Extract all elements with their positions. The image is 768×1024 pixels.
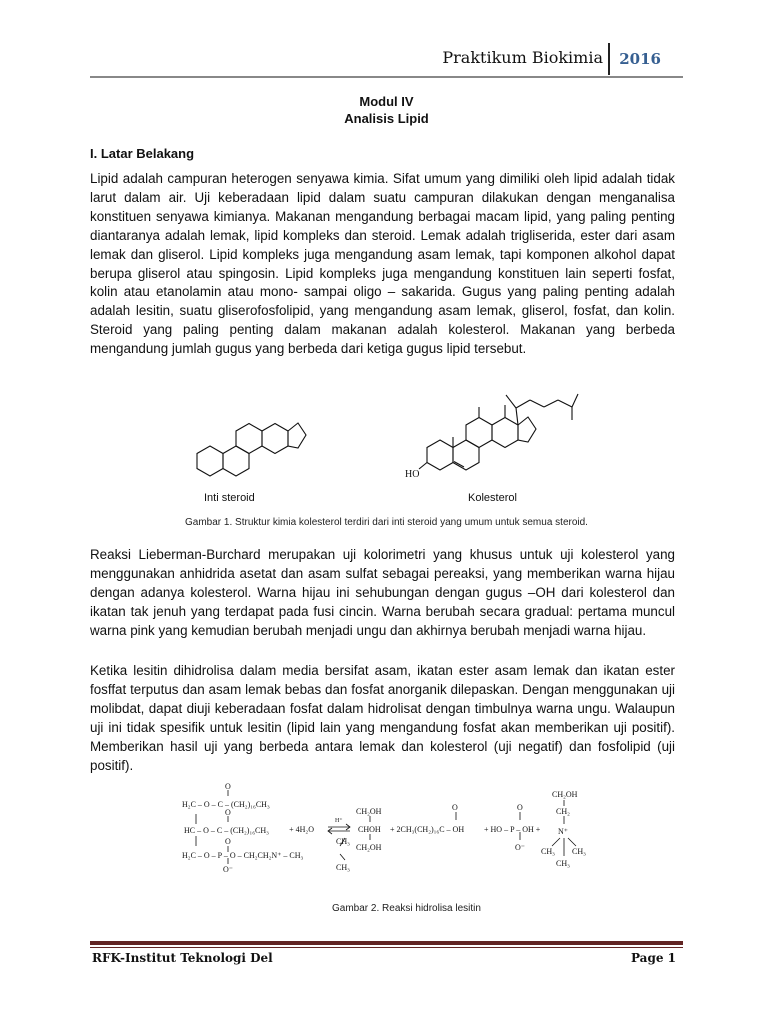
glycerol-3: CH₂OH [356,843,382,852]
choline-1: CH₂OH [552,790,578,799]
lecithin-o-top: O [225,782,231,791]
steroid-structures-diagram [180,380,580,510]
inti-steroid-label: Inti steroid [204,492,255,504]
header-divider [608,43,610,75]
phosphate-o-minus: O⁻ [515,843,525,852]
paragraph-1: Lipid adalah campuran heterogen senyawa kimia. Sifat umum yang dimiliki oleh lipid adalah tidak larut dalam air. Uji keberadaan lipid dalam suatu campuran dilakukan dengan menganalisa konstituen senyawa kimianya. Makanan mengandung berbagai macam lipid, yang paling penting diantaranya adalah lemak, lipid kompleks dan steroid. Lemak adalah trigliserida, ester dari asam lemak dan gliserol. Lipid kompleks juga mengandung asam lemak, tapi komponen alkohol dapat berupa gliserol atau spingosin. Lipid kompleks juga mengandung konstituen lain seperti fosfat, kolin atau etanolamin atau mono- sampai oligo – sakarida. Gugus yang paling penting adalah adalah lesitin, suatu gliserofosfolipid, yang mengandung asam lemak, gliserol, fosfat, dan kolin. Steroid yang paling penting dalam makanan adalah kolesterol. Makanan yang berbeda mengandung jumlah gugus yang berbeda dari ketiga gugus lipid tersebut. [90,171,675,357]
module-subject: Analisis Lipid [344,111,429,126]
fatty-acid-term: + 2CH₃(CH₂)₁₆C – OH [390,825,465,834]
footer-rule-thick [90,941,683,945]
catalyst-label: H⁺ [335,818,343,824]
footer-rule-thin [90,947,683,948]
module-title: Modul IV [359,94,414,109]
lecithin-o-low: O [225,837,231,846]
paragraph-3: Ketika lesitin dihidrolisa dalam media bersifat asam, ikatan ester asam lemak dan ikatan ester fosffat terputus dan asam lemak bebas dan fosfat anorganik dilepaskan. Dengan menggunakan uji molibdat, dapat diuji keberadaan fosfat dalam hidrolisat dengan timbulnya warna ungu. Walaupun uji ini tidak spesifik untuk lesitin (lipid lain yang mengandung fosfat akan memberikan uji positif). Memberikan hasil uji yang berbeda antara lemak dan kolesterol (uji negatif) dan fosfolipid (uji positif). [90,663,675,773]
choline-ch3-b: CH₃ [572,847,586,856]
figure-1-caption: Gambar 1. Struktur kimia kolesterol terdiri dari inti steroid yang umum untuk semua steroid. [185,517,588,528]
footer-page-number: Page 1 [630,951,676,965]
glycerol-1: CH₂OH [356,807,382,816]
lecithin-o-minus: O⁻ [223,865,233,874]
figure-2 [180,780,600,890]
lecithin-line-3: H₂C – O – P – O – CH₂CH₂N⁺ – CH₃ [182,851,304,860]
choline-ch3-c: CH₃ [556,859,570,868]
glycerol-2: CHOH [358,825,381,834]
footer-institution: RFK-Institut Teknologi Del [92,951,273,965]
fatty-acid-o: O [452,803,458,812]
lecithin-line-1: H₂C – O – C – (CH₂)₁₆CH₃ [182,800,270,809]
phosphate-term: + HO – P – OH + [484,825,541,834]
lecithin-o-mid: O [225,808,231,817]
paragraph-2: Reaksi Lieberman-Burchard merupakan uji kolorimetri yang khusus untuk uji kolesterol yang menggunakan anhidrida asetat dan asam sulfat sebagai pereaksi, yang memberikan warna hijau dengan adanya kolesterol. Warna hijau ini sehubungan dengan gugus –OH dari kolesterol dan ikatan tak jenuh yang terdapat pada fusi cincin. Warna berubah secara gradual: pertama muncul warna pink yang kemudian berubah menjadi ungu dan akhirnya berubah menjadi warna hijau. [90,547,675,638]
header-year: 2016 [619,50,661,68]
page-header [90,40,683,78]
section-heading: I. Latar Belakang [90,146,195,161]
choline-ch3-a: CH₃ [541,847,555,856]
hydroxyl-label: HO [405,469,420,480]
phosphate-o: O [517,803,523,812]
header-rule [90,76,683,78]
lecithin-line-2: HC – O – C – (CH₂)₁₆CH₃ [184,826,269,835]
lecithin-ch3-a: CH₃ [336,837,350,846]
header-title: Praktikum Biokimia [442,48,603,67]
choline-2: CH₂ [556,807,570,816]
lecithin-hydrolysis-diagram [180,780,600,890]
lecithin-ch3-b: CH₃ [336,863,350,872]
water-term: + 4H₂O [289,825,314,834]
figure-2-caption: Gambar 2. Reaksi hidrolisa lesitin [332,903,481,914]
choline-n: N⁺ [558,827,568,836]
figure-1 [180,380,580,510]
kolesterol-label: Kolesterol [468,492,517,504]
